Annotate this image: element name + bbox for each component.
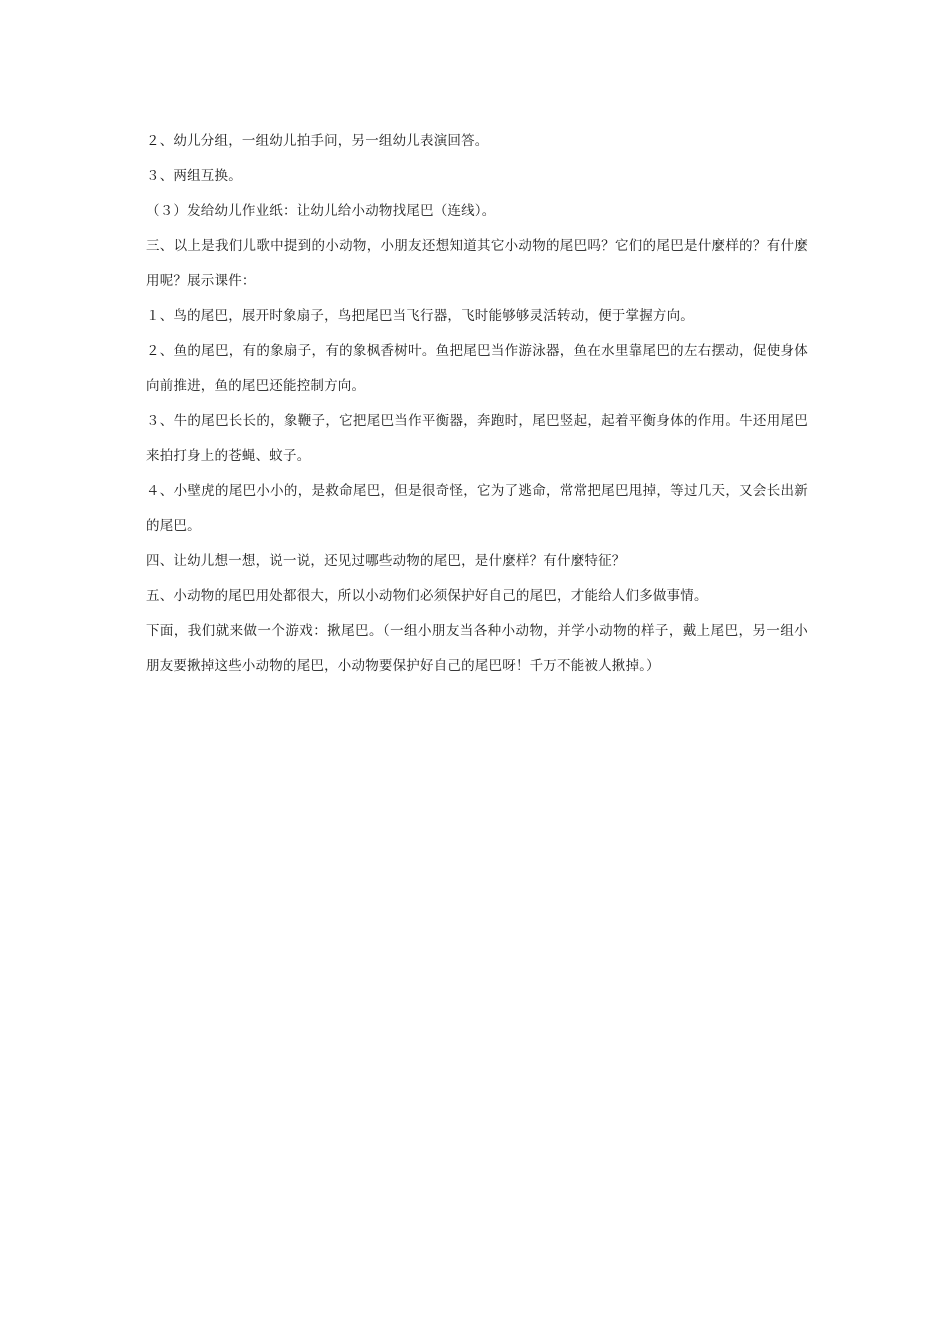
document-body xyxy=(146,124,808,684)
paragraph-section-4: 四、让幼儿想一想，说一说，还见过哪些动物的尾巴，是什麼样？有什麼特征？ xyxy=(146,553,626,569)
paragraph-section-5: 五、小动物的尾巴用处都很大，所以小动物们必须保护好自己的尾巴，才能给人们多做事情。 xyxy=(146,588,708,604)
paragraph-worksheet: （３）发给幼儿作业纸：让幼儿给小动物找尾巴（连线）。 xyxy=(146,203,496,219)
paragraph-game: 下面，我们就来做一个游戏：揪尾巴。（一组小朋友当各种小动物，并学小动物的样子，戴上尾巴，另一组小朋友要揪掉这些小动物的尾巴，小动物要保护好自己的尾巴呀！千万不能被人揪掉。） xyxy=(146,623,808,674)
paragraph-section-3: 三、以上是我们儿歌中提到的小动物，小朋友还想知道其它小动物的尾巴吗？它们的尾巴是什麼样的？有什麼用呢？展示课件： xyxy=(146,238,808,289)
paragraph-step-2-grouping: ２、幼儿分组，一组幼儿拍手问，另一组幼儿表演回答。 xyxy=(146,133,489,149)
paragraph-gecko-tail: ４、小壁虎的尾巴小小的，是救命尾巴，但是很奇怪，它为了逃命，常常把尾巴甩掉，等过几天，又会长出新的尾巴。 xyxy=(146,483,808,534)
paragraph-cow-tail: ３、牛的尾巴长长的，象鞭子，它把尾巴当作平衡器，奔跑时，尾巴竖起，起着平衡身体的作用。牛还用尾巴来拍打身上的苍蝇、蚊子。 xyxy=(146,413,808,464)
paragraph-bird-tail: １、鸟的尾巴，展开时象扇子，鸟把尾巴当飞行器，飞时能够够灵活转动，便于掌握方向。 xyxy=(146,308,694,324)
paragraph-fish-tail: ２、鱼的尾巴，有的象扇子，有的象枫香树叶。鱼把尾巴当作游泳器，鱼在水里靠尾巴的左右摆动，促使身体向前推进，鱼的尾巴还能控制方向。 xyxy=(146,343,808,394)
paragraph-step-3-swap: ３、两组互换。 xyxy=(146,168,242,184)
